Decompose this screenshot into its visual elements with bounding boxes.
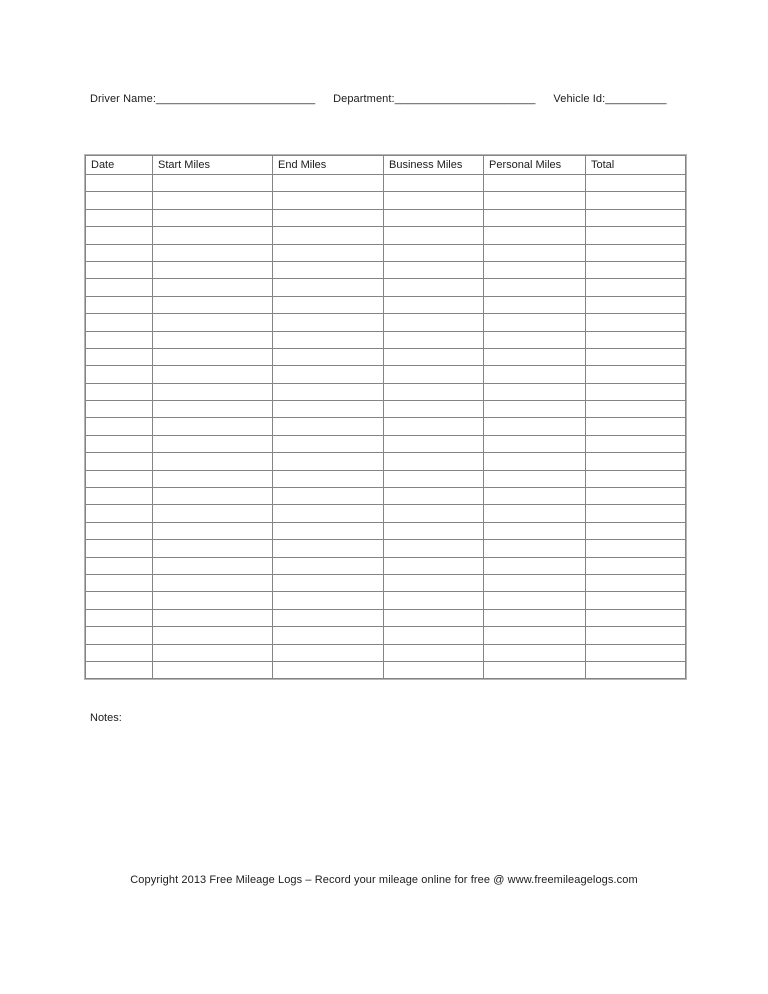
table-cell	[586, 227, 686, 244]
column-header: Start Miles	[153, 156, 273, 175]
table-cell	[384, 522, 484, 539]
table-cell	[484, 557, 586, 574]
table-cell	[273, 574, 384, 591]
department-field	[333, 93, 535, 105]
table-cell	[384, 331, 484, 348]
table-cell	[86, 574, 153, 591]
table-cell	[86, 557, 153, 574]
table-cell	[86, 453, 153, 470]
driver-name-blank-line: __________________________	[156, 93, 316, 105]
table-row	[86, 366, 686, 383]
vehicle-id-blank-line: __________	[605, 93, 667, 105]
table-cell	[273, 348, 384, 365]
table-cell	[86, 331, 153, 348]
table-cell	[153, 279, 273, 296]
table-cell	[86, 192, 153, 209]
table-cell	[273, 435, 384, 452]
table-row	[86, 418, 686, 435]
table-cell	[153, 296, 273, 313]
table-cell	[384, 540, 484, 557]
table-cell	[384, 175, 484, 192]
table-row	[86, 209, 686, 226]
table-cell	[86, 505, 153, 522]
table-cell	[273, 609, 384, 626]
column-header: End Miles	[273, 156, 384, 175]
table-row	[86, 453, 686, 470]
table-cell	[384, 627, 484, 644]
table-cell	[484, 505, 586, 522]
table-cell	[273, 661, 384, 678]
table-cell	[484, 366, 586, 383]
column-header: Date	[86, 156, 153, 175]
table-cell	[86, 175, 153, 192]
table-cell	[484, 314, 586, 331]
table-cell	[86, 418, 153, 435]
table-row	[86, 244, 686, 261]
table-cell	[86, 540, 153, 557]
table-cell	[86, 348, 153, 365]
table-cell	[153, 453, 273, 470]
table-cell	[273, 418, 384, 435]
table-header	[86, 156, 686, 175]
table-row	[86, 470, 686, 487]
table-cell	[86, 279, 153, 296]
table-cell	[586, 627, 686, 644]
table-cell	[384, 644, 484, 661]
table-row	[86, 261, 686, 278]
table-cell	[153, 470, 273, 487]
table-cell	[153, 244, 273, 261]
mileage-table	[85, 155, 686, 679]
table-row	[86, 175, 686, 192]
table-cell	[86, 383, 153, 400]
table-cell	[273, 470, 384, 487]
table-cell	[484, 609, 586, 626]
table-cell	[586, 366, 686, 383]
table-cell	[273, 540, 384, 557]
table-row	[86, 574, 686, 591]
table-cell	[273, 557, 384, 574]
table-row	[86, 505, 686, 522]
table-cell	[273, 314, 384, 331]
table-cell	[586, 540, 686, 557]
table-row	[86, 644, 686, 661]
table-cell	[384, 348, 484, 365]
table-cell	[153, 522, 273, 539]
table-cell	[586, 192, 686, 209]
table-cell	[384, 470, 484, 487]
table-cell	[86, 435, 153, 452]
table-row	[86, 609, 686, 626]
table-row	[86, 296, 686, 313]
table-row	[86, 331, 686, 348]
table-cell	[484, 209, 586, 226]
table-cell	[86, 227, 153, 244]
department-label: Department:	[333, 93, 395, 105]
table-row	[86, 522, 686, 539]
table-cell	[86, 644, 153, 661]
table-cell	[484, 453, 586, 470]
table-cell	[86, 401, 153, 418]
table-cell	[484, 192, 586, 209]
table-cell	[153, 227, 273, 244]
table-cell	[86, 627, 153, 644]
table-cell	[86, 209, 153, 226]
table-cell	[273, 627, 384, 644]
table-cell	[384, 366, 484, 383]
table-cell	[484, 522, 586, 539]
table-cell	[86, 522, 153, 539]
table-row	[86, 383, 686, 400]
table-cell	[273, 175, 384, 192]
column-header: Business Miles	[384, 156, 484, 175]
table-cell	[484, 644, 586, 661]
table-cell	[384, 453, 484, 470]
table-row	[86, 661, 686, 678]
table-cell	[86, 314, 153, 331]
driver-name-label: Driver Name:	[90, 93, 156, 105]
table-cell	[273, 522, 384, 539]
table-cell	[153, 592, 273, 609]
mileage-table-container	[85, 155, 686, 679]
table-cell	[586, 644, 686, 661]
table-cell	[153, 418, 273, 435]
table-row	[86, 279, 686, 296]
table-cell	[86, 244, 153, 261]
table-cell	[384, 609, 484, 626]
table-cell	[586, 348, 686, 365]
table-cell	[484, 296, 586, 313]
table-cell	[273, 227, 384, 244]
table-cell	[586, 401, 686, 418]
table-cell	[153, 175, 273, 192]
table-cell	[484, 435, 586, 452]
table-cell	[484, 401, 586, 418]
table-cell	[153, 540, 273, 557]
driver-name-field	[90, 93, 315, 105]
table-cell	[384, 227, 484, 244]
table-cell	[273, 244, 384, 261]
table-cell	[86, 366, 153, 383]
table-cell	[273, 209, 384, 226]
table-row	[86, 540, 686, 557]
table-cell	[484, 175, 586, 192]
notes-label: Notes:	[90, 712, 122, 724]
table-cell	[153, 314, 273, 331]
table-row	[86, 227, 686, 244]
table-cell	[153, 192, 273, 209]
table-cell	[153, 401, 273, 418]
table-cell	[484, 488, 586, 505]
table-body	[86, 175, 686, 679]
table-cell	[384, 314, 484, 331]
table-cell	[384, 244, 484, 261]
vehicle-id-label: Vehicle Id:	[553, 93, 606, 105]
table-cell	[153, 609, 273, 626]
table-row	[86, 627, 686, 644]
table-cell	[86, 592, 153, 609]
table-cell	[86, 661, 153, 678]
table-row	[86, 435, 686, 452]
table-cell	[586, 557, 686, 574]
table-cell	[484, 661, 586, 678]
table-cell	[153, 557, 273, 574]
table-cell	[273, 261, 384, 278]
table-row	[86, 401, 686, 418]
table-cell	[153, 366, 273, 383]
table-cell	[586, 279, 686, 296]
table-cell	[86, 261, 153, 278]
table-cell	[484, 470, 586, 487]
table-cell	[153, 505, 273, 522]
table-cell	[153, 488, 273, 505]
table-cell	[153, 261, 273, 278]
table-cell	[586, 592, 686, 609]
table-cell	[384, 383, 484, 400]
table-cell	[273, 644, 384, 661]
table-row	[86, 592, 686, 609]
table-cell	[86, 609, 153, 626]
table-cell	[273, 279, 384, 296]
table-cell	[273, 192, 384, 209]
table-cell	[153, 644, 273, 661]
table-cell	[153, 209, 273, 226]
table-cell	[586, 522, 686, 539]
table-cell	[586, 470, 686, 487]
table-cell	[384, 574, 484, 591]
table-cell	[484, 261, 586, 278]
table-cell	[586, 505, 686, 522]
table-cell	[586, 296, 686, 313]
table-cell	[153, 574, 273, 591]
table-cell	[153, 627, 273, 644]
table-cell	[484, 227, 586, 244]
table-row	[86, 557, 686, 574]
table-cell	[586, 261, 686, 278]
table-cell	[273, 401, 384, 418]
table-cell	[273, 383, 384, 400]
table-cell	[384, 661, 484, 678]
table-cell	[484, 244, 586, 261]
table-cell	[384, 209, 484, 226]
table-row	[86, 488, 686, 505]
table-header-row	[86, 156, 686, 175]
table-cell	[153, 383, 273, 400]
table-cell	[384, 192, 484, 209]
table-cell	[586, 453, 686, 470]
table-cell	[586, 383, 686, 400]
table-cell	[384, 505, 484, 522]
table-cell	[273, 296, 384, 313]
table-cell	[86, 296, 153, 313]
table-cell	[384, 296, 484, 313]
table-cell	[586, 314, 686, 331]
table-cell	[273, 592, 384, 609]
table-cell	[384, 557, 484, 574]
table-row	[86, 348, 686, 365]
table-cell	[384, 279, 484, 296]
table-cell	[484, 540, 586, 557]
table-cell	[86, 470, 153, 487]
table-cell	[273, 366, 384, 383]
table-cell	[384, 435, 484, 452]
table-cell	[586, 435, 686, 452]
table-cell	[586, 244, 686, 261]
table-row	[86, 192, 686, 209]
table-cell	[586, 209, 686, 226]
table-cell	[586, 609, 686, 626]
table-cell	[384, 418, 484, 435]
table-cell	[586, 574, 686, 591]
table-cell	[384, 488, 484, 505]
table-cell	[484, 418, 586, 435]
table-cell	[384, 401, 484, 418]
table-cell	[273, 453, 384, 470]
table-cell	[484, 279, 586, 296]
table-cell	[153, 661, 273, 678]
table-cell	[586, 331, 686, 348]
table-cell	[484, 348, 586, 365]
table-cell	[484, 574, 586, 591]
header-fields	[90, 92, 666, 107]
table-cell	[153, 435, 273, 452]
department-blank-line: _______________________	[394, 93, 536, 105]
table-cell	[586, 175, 686, 192]
table-cell	[484, 331, 586, 348]
footer-copyright: Copyright 2013 Free Mileage Logs – Record your mileage online for free @ www.freemileagelogs.com	[130, 874, 638, 886]
table-cell	[153, 331, 273, 348]
table-cell	[586, 418, 686, 435]
table-cell	[586, 488, 686, 505]
table-cell	[273, 505, 384, 522]
table-cell	[384, 592, 484, 609]
column-header: Total	[586, 156, 686, 175]
table-cell	[384, 261, 484, 278]
table-cell	[273, 331, 384, 348]
table-cell	[484, 592, 586, 609]
table-row	[86, 314, 686, 331]
table-cell	[484, 383, 586, 400]
table-cell	[153, 348, 273, 365]
column-header: Personal Miles	[484, 156, 586, 175]
table-cell	[586, 661, 686, 678]
table-cell	[273, 488, 384, 505]
table-cell	[86, 488, 153, 505]
vehicle-id-field	[553, 93, 666, 105]
table-cell	[484, 627, 586, 644]
